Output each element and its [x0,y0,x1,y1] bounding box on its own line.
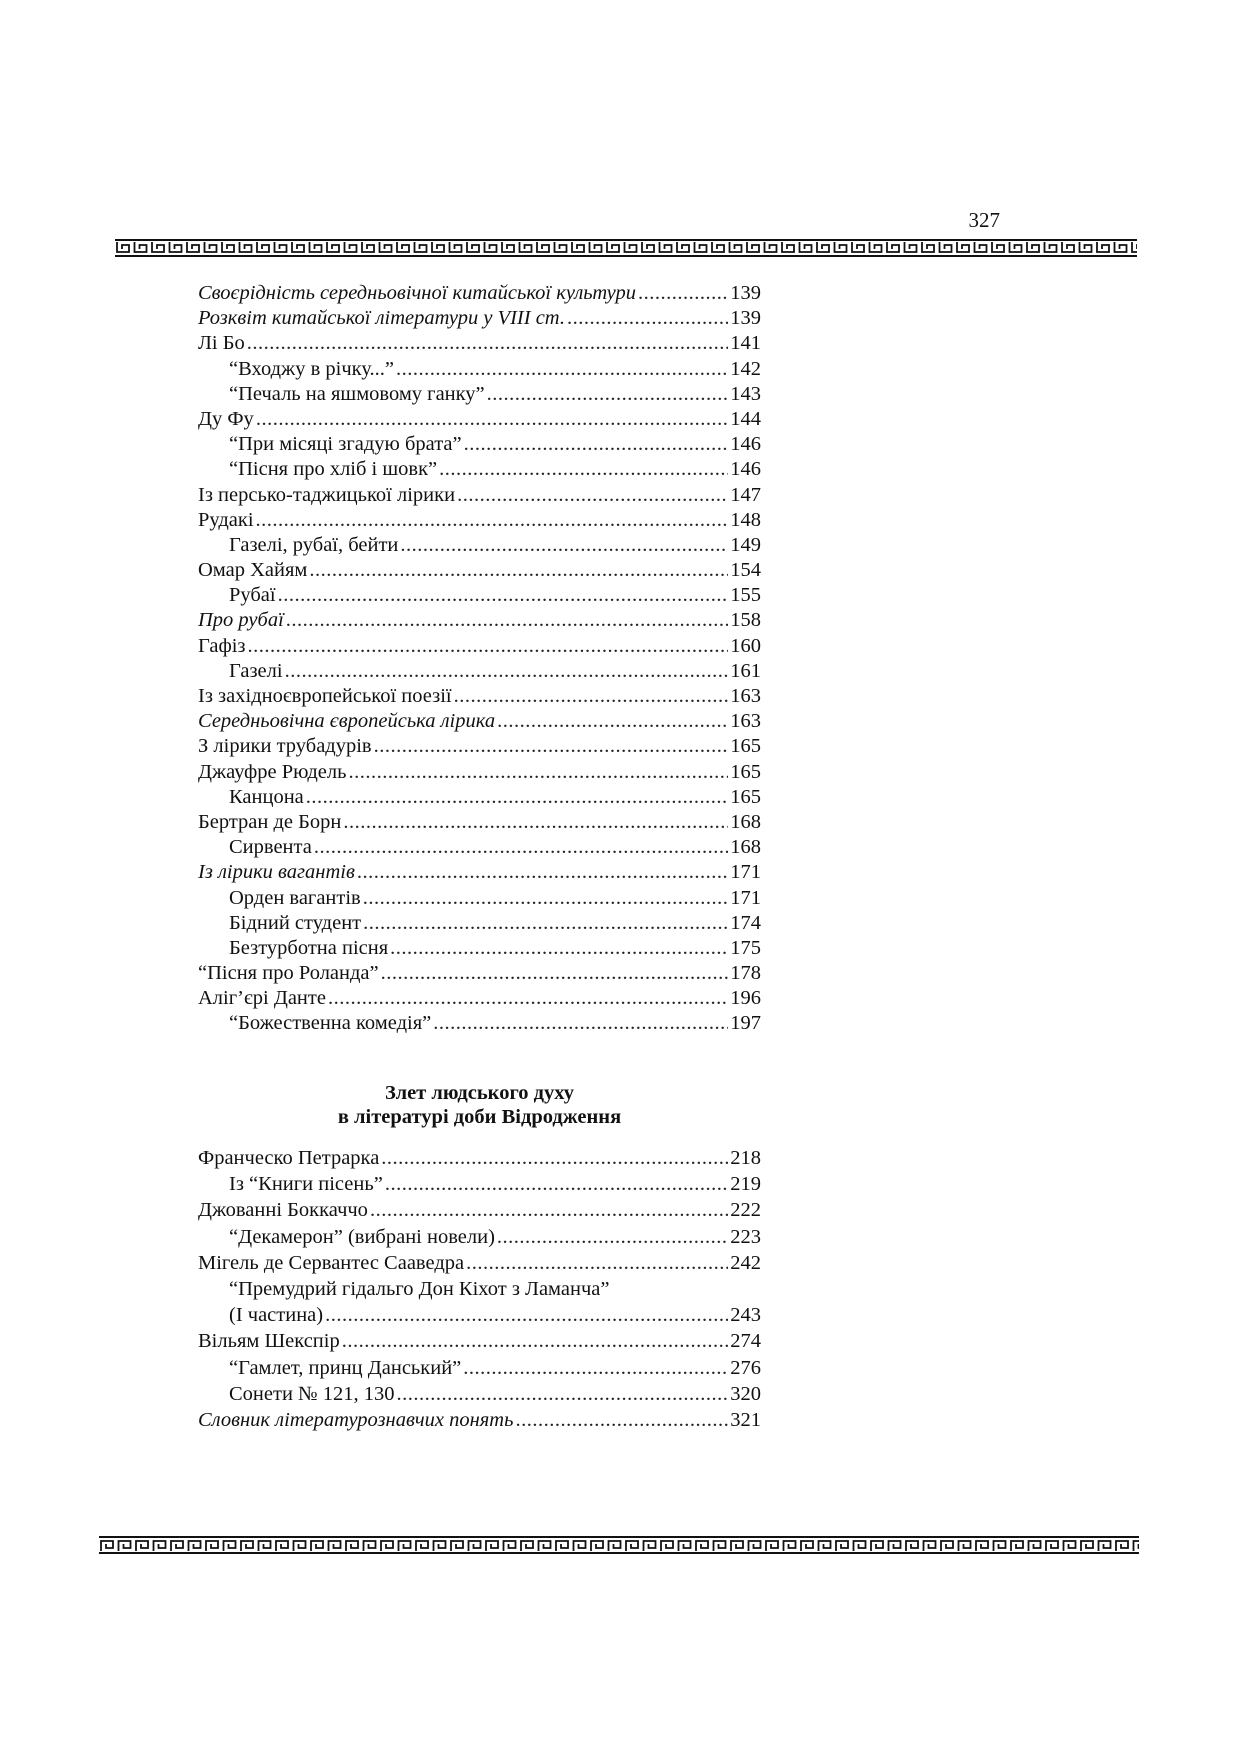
toc-dot-leader [396,357,728,382]
toc-entry-title: Із персько-таджицької лірики [198,483,456,506]
toc-entry-page: 171 [730,861,761,884]
toc-dot-leader [454,684,729,709]
toc-entry-page: 274 [730,1330,761,1353]
toc-dot-leader [381,961,729,986]
toc-entry-title: Орден вагантів [229,886,361,909]
toc-entry-page: 139 [730,307,761,330]
toc-entry [198,810,761,835]
toc-entry-title: Рубаї [229,584,276,607]
toc-dot-leader [343,810,728,835]
toc-dot-leader [497,1224,728,1250]
toc-dot-leader [247,331,729,356]
toc-entry-page: 139 [730,282,761,304]
toc-dot-leader [357,860,728,885]
toc-entry [198,382,761,407]
toc-entry [198,1171,761,1197]
toc-entry [198,684,761,709]
toc-entry [198,760,761,785]
toc-entry-page: 174 [730,911,761,934]
toc-entry-page: 143 [730,382,761,405]
toc-dot-leader [278,583,729,608]
toc-entry-page: 165 [730,785,761,808]
toc-dot-leader [385,1171,728,1197]
toc-entry [198,508,761,533]
toc-entry [198,558,761,583]
toc-dot-leader [464,432,729,457]
toc-entry-page: 165 [730,760,761,783]
toc-entry-title: Гафіз [198,634,246,657]
toc-entry-page: 175 [730,936,761,959]
toc-entry-page: 146 [730,433,761,456]
toc-dot-leader [390,936,728,961]
toc-dot-leader [285,659,729,684]
toc-dot-leader [381,1145,728,1171]
toc-dot-leader [487,382,729,407]
toc-entry-page: 320 [730,1382,761,1405]
toc-entry-title: Газелі [229,659,283,682]
toc-entry-title: “Печаль на яшмовому ганку” [229,382,485,405]
toc-entry-title: (І частина) [229,1304,324,1327]
toc-entry [198,1302,761,1328]
toc-entry-title: Бертран де Борн [198,810,342,833]
toc-entry-title: Безтурботна пісня [229,936,389,959]
table-of-contents-part-1 [198,281,761,1037]
toc-entry-title: Словник літературознавчих понять [198,1408,514,1431]
bottom-ornamental-border [99,1536,1139,1554]
toc-entry-title: Газелі, рубаї, бейти [229,533,399,556]
toc-dot-leader [248,634,729,659]
toc-entry-title: Про рубаї [198,609,284,632]
toc-entry-title: “Гамлет, принц Данський” [229,1356,462,1379]
toc-dot-leader [497,709,728,734]
toc-entry [198,659,761,684]
toc-entry-title: “Входжу в річку...” [229,357,395,380]
toc-entry-page: 242 [730,1251,761,1274]
toc-entry [198,936,761,961]
top-ornamental-border [115,239,1137,257]
meander-pattern-bottom [99,1538,1139,1552]
toc-entry-title: Середньовічна європейська лірика [198,710,496,733]
toc-dot-leader [363,886,729,911]
section-heading-line-2: в літературі доби Відродження [337,1106,622,1128]
toc-entry [198,583,761,608]
toc-entry-page: 163 [730,710,761,733]
toc-entry-title: З лірики трубадурів [198,735,372,758]
toc-dot-leader [314,835,728,860]
toc-entry-page: 218 [730,1147,761,1169]
toc-dot-leader [463,1355,728,1381]
toc-entry [198,634,761,659]
toc-entry-title: Розквіт китайської літератури у VIII ст. [198,307,565,330]
toc-entry [198,432,761,457]
toc-entry-title: Мігель де Сервантес Сааведра [198,1251,465,1274]
toc-entry-page: 155 [730,584,761,607]
meander-pattern-top [115,241,1137,255]
toc-dot-leader [433,1011,728,1036]
toc-entry-page: 243 [730,1304,761,1327]
toc-dot-leader [363,911,728,936]
toc-entry [198,1355,761,1381]
toc-dot-leader [256,508,729,533]
toc-entry [198,1145,761,1171]
toc-dot-leader [567,306,728,331]
toc-entry-page: 168 [730,810,761,833]
toc-entry-title: Ду Фу [198,407,254,430]
toc-entry-title: Вільям Шекспір [198,1330,340,1353]
toc-entry [198,306,761,331]
toc-entry-page: 178 [730,962,761,985]
toc-entry [198,1011,761,1036]
toc-dot-leader [306,785,728,810]
toc-dot-leader [457,483,728,508]
toc-entry-page: 149 [730,533,761,556]
toc-entry-page: 168 [730,836,761,859]
toc-entry-title: Із західноєвропейської поезії [198,685,452,707]
toc-entry-title: Рудакі [198,508,254,531]
toc-entry-title: Бідний студент [229,911,362,934]
toc-entry-page: 223 [730,1225,761,1248]
toc-entry-title: Омар Хайям [198,559,308,582]
toc-entry [198,483,761,508]
toc-entry [198,281,761,306]
section-heading [198,1081,761,1129]
toc-entry [198,407,761,432]
toc-entry [198,331,761,356]
toc-dot-leader [309,558,728,583]
toc-entry-page: 158 [730,609,761,632]
section-heading-line-1: Злет людського духу [385,1082,574,1104]
toc-entry-page: 142 [730,357,761,380]
toc-entry [198,1407,761,1433]
toc-entry-title: Франческо Петрарка [198,1147,380,1169]
toc-entry [198,1328,761,1354]
toc-entry-title: Із лірики вагантів [198,861,355,884]
toc-dot-leader [370,1197,728,1223]
toc-entry [198,709,761,734]
toc-dot-leader [286,608,728,633]
toc-entry-page: 197 [730,1012,761,1035]
toc-entry [198,860,761,885]
toc-entry-title: “Декамерон” (вибрані новели) [229,1225,495,1248]
toc-entry-title: Сирвента [229,836,312,859]
toc-dot-leader [256,407,728,432]
toc-entry-page: 165 [730,735,761,758]
toc-entry-title: “При місяці згадую брата” [229,433,462,456]
toc-entry-title: “Премудрий гідальго Дон Кіхот з Ламанча” [229,1277,610,1300]
toc-entry-title: “Пісня про хліб і шовк” [229,458,438,481]
toc-entry-title: “Пісня про Роланда” [198,962,379,985]
toc-dot-leader [328,986,728,1011]
toc-entry [198,1197,761,1223]
toc-entry-page: 141 [730,332,761,355]
toc-entry-page: 146 [730,458,761,481]
toc-entry [198,986,761,1011]
toc-entry-title: Джованні Боккаччо [198,1199,368,1222]
toc-entry-page: 147 [730,483,761,506]
toc-entry-title: “Божественна комедія” [229,1012,432,1035]
toc-entry-title: Із “Книги пісень” [229,1173,383,1196]
toc-entry [198,835,761,860]
toc-dot-leader [374,734,729,759]
toc-entry-page: 154 [730,559,761,582]
toc-dot-leader [325,1302,728,1328]
toc-entry-title: Джауфре Рюдель [198,760,347,783]
toc-entry-page: 160 [730,634,761,657]
toc-entry [198,886,761,911]
toc-entry-page: 276 [730,1356,761,1379]
toc-entry-page: 321 [730,1408,761,1431]
toc-dot-leader [400,533,728,558]
toc-entry-page: 163 [730,685,761,707]
toc-entry [198,457,761,482]
toc-dot-leader [439,457,728,482]
toc-entry [198,1381,761,1407]
toc-dot-leader [466,1250,728,1276]
toc-entry [198,533,761,558]
toc-dot-leader [349,760,729,785]
toc-entry-title: Своєрідність середньовічної китайської культури [198,282,636,304]
toc-entry [198,961,761,986]
toc-dot-leader [342,1328,729,1354]
toc-entry [198,785,761,810]
toc-entry-title: Лі Бо [198,332,245,355]
toc-entry [198,357,761,382]
toc-entry-page: 222 [730,1199,761,1222]
toc-entry-title: Аліг’єрі Данте [198,987,326,1010]
toc-entry [198,911,761,936]
toc-dot-leader [396,1381,728,1407]
toc-entry [198,1224,761,1250]
toc-entry [198,1250,761,1276]
toc-entry-page: 161 [730,659,761,682]
toc-entry-page: 144 [730,407,761,430]
toc-entry-page: 219 [730,1173,761,1196]
toc-entry-page: 196 [730,987,761,1010]
toc-entry-title: Сонети № 121, 130 [229,1382,395,1405]
toc-dot-leader [515,1407,728,1433]
toc-dot-leader [638,281,728,306]
table-of-contents-part-2 [198,1145,761,1433]
toc-entry [198,734,761,759]
toc-entry [198,608,761,633]
toc-entry-page: 171 [730,886,761,909]
toc-entry-title: Канцона [229,785,304,808]
page-number: 327 [968,208,1000,232]
toc-entry [198,1276,761,1302]
toc-entry-page: 148 [730,508,761,531]
